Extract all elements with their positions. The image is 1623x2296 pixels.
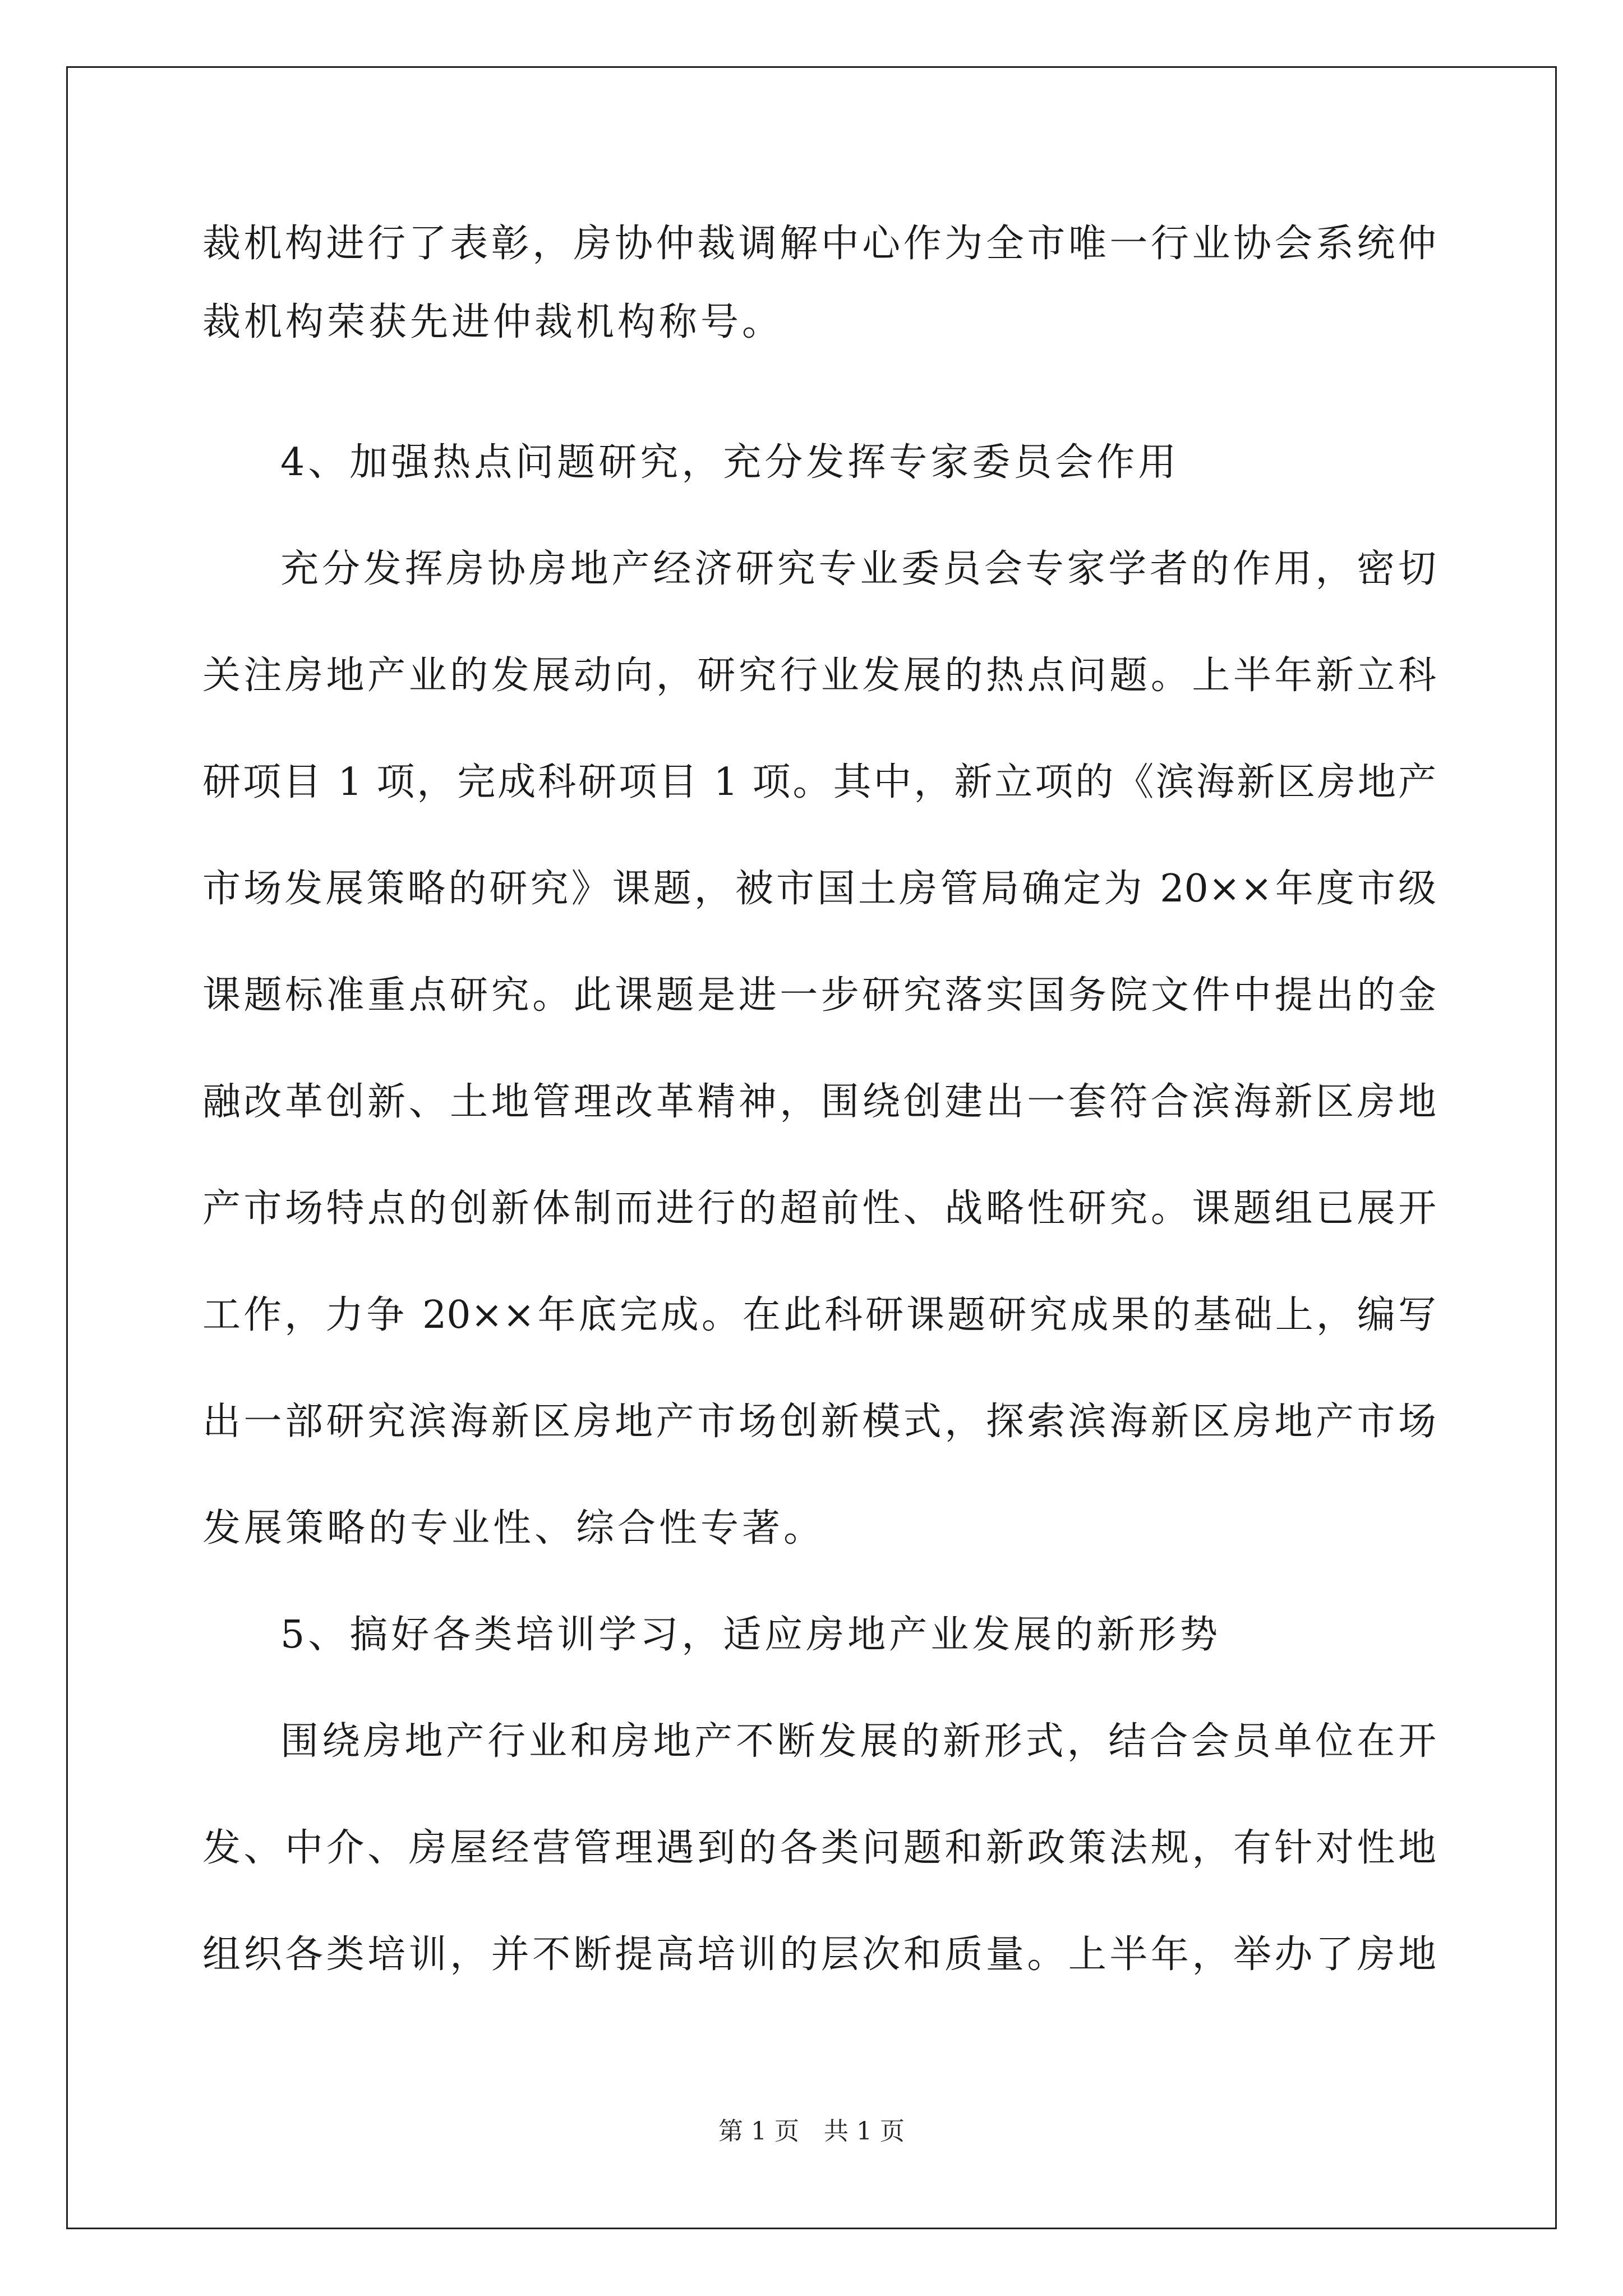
text-line: 组织各类培训，并不断提高培训的层次和质量。上半年，举办了房地: [202, 1932, 1436, 1977]
text-line: 发展策略的专业性、综合性专著。: [202, 1506, 826, 1550]
text-line: 裁机构进行了表彰，房协仲裁调解中心作为全市唯一行业协会系统仲: [202, 222, 1436, 266]
text-line: 融改革创新、土地管理改革精神，围绕创建出一套符合滨海新区房地: [202, 1080, 1436, 1124]
page-number: 第 1 页 共 1 页: [718, 2117, 905, 2146]
text-line: 市场发展策略的研究》课题，被市国土房管局确定为 20××年度市级: [202, 867, 1436, 911]
text-line: 出一部研究滨海新区房地产市场创新模式，探索滨海新区房地产市场: [202, 1400, 1436, 1444]
page-border: [66, 66, 1557, 2229]
text-line: 裁机构荣获先进仲裁机构称号。: [202, 300, 784, 344]
text-line: 产市场特点的创新体制而进行的超前性、战略性研究。课题组已展开: [202, 1186, 1436, 1231]
text-line: 围绕房地产行业和房地产不断发展的新形式，结合会员单位在开: [280, 1719, 1436, 1764]
text-line: 充分发挥房协房地产经济研究专业委员会专家学者的作用，密切: [280, 547, 1436, 591]
section-heading: 5、搞好各类培训学习，适应房地产业发展的新形势: [280, 1613, 1221, 1657]
text-line: 研项目 1 项，完成科研项目 1 项。其中，新立项的《滨海新区房地产: [202, 760, 1436, 804]
text-line: 工作，力争 20××年底完成。在此科研课题研究成果的基础上，编写: [202, 1293, 1436, 1337]
text-line: 发、中介、房屋经营管理遇到的各类问题和新政策法规，有针对性地: [202, 1826, 1436, 1870]
text-line: 关注房地产业的发展动向，研究行业发展的热点问题。上半年新立科: [202, 654, 1436, 698]
section-heading: 4、加强热点问题研究，充分发挥专家委员会作用: [280, 440, 1180, 485]
text-line: 课题标准重点研究。此课题是进一步研究落实国务院文件中提出的金: [202, 973, 1436, 1018]
